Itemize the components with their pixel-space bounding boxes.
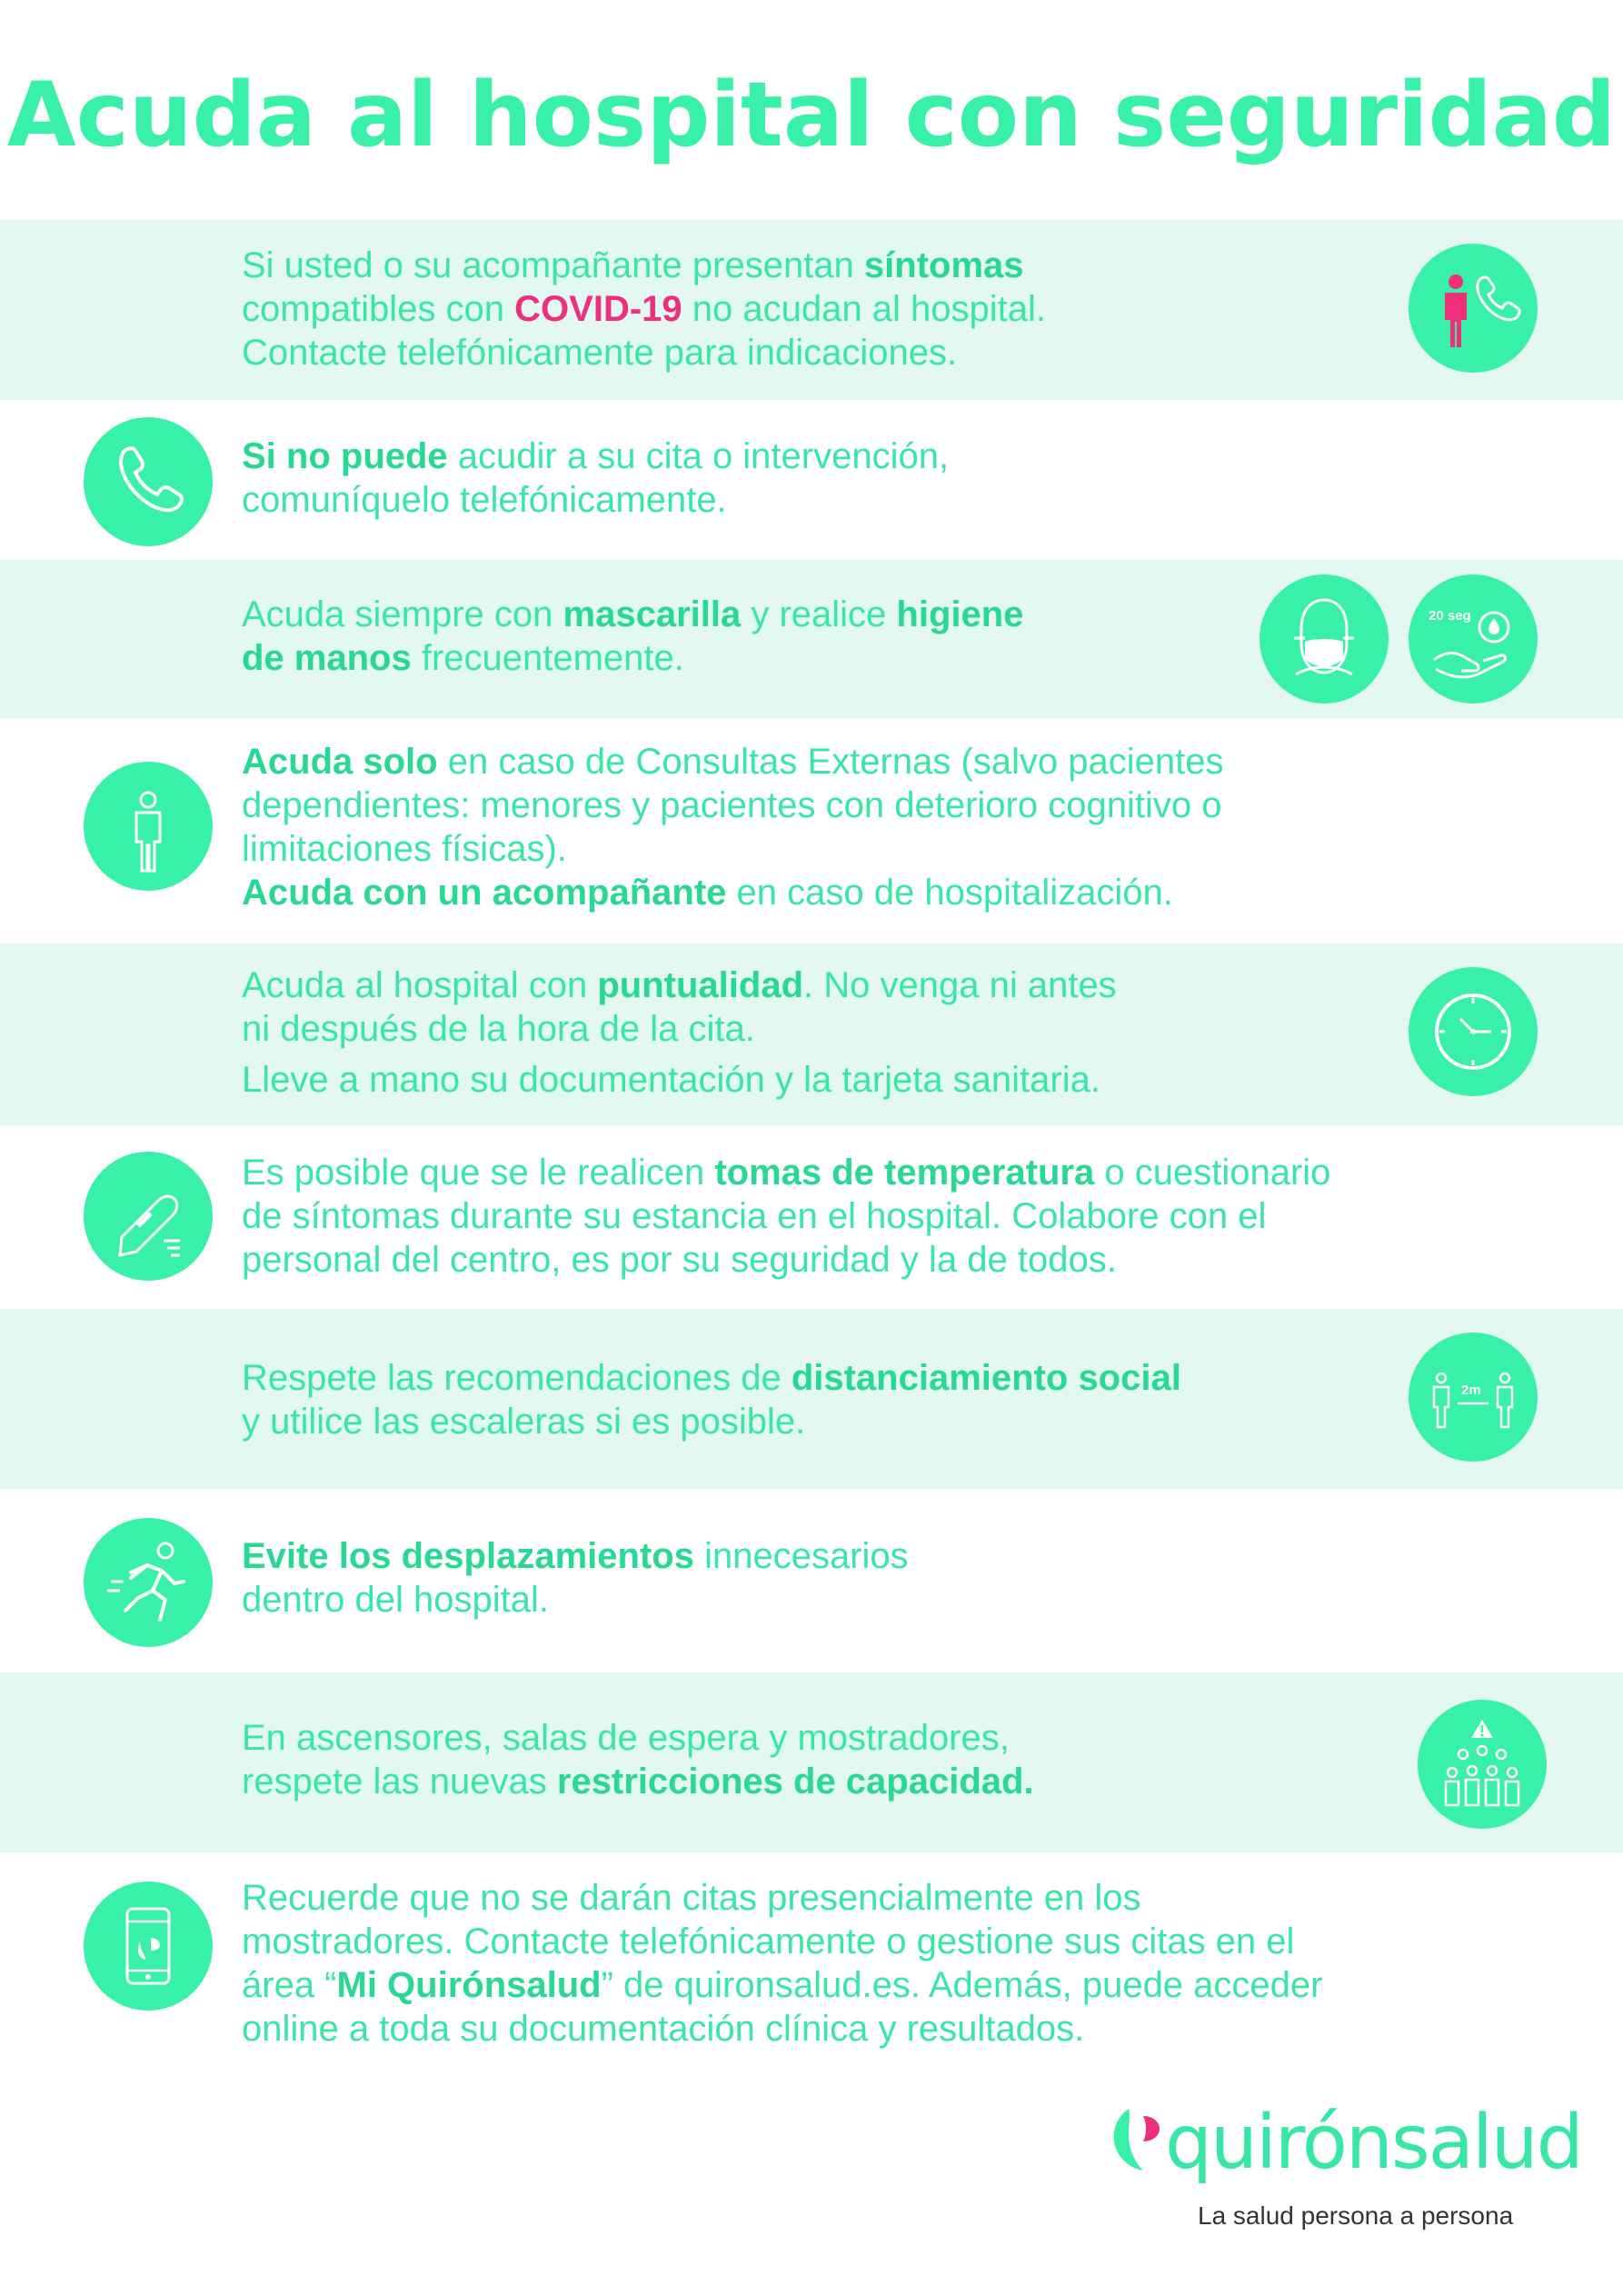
quironsalud-logo [1110,2100,1582,2236]
logo-leaf-icon [1110,2103,1165,2176]
rule-capacity-text: En ascensores, salas de espera y mostradores, respete las nuevas restricciones de capacidad. [242,1718,1034,1802]
rule-cancel-text: Si no puede acudir a su cita o intervención, comuníquelo telefónicamente. [242,436,950,520]
person-phone-icon [1409,244,1538,373]
rule-punctuality-text: Acuda al hospital con puntualidad. No venga ni antes ni después de la hora de la cita. Lleve a mano su documentación y la tarjeta sanitaria. [242,965,1117,1100]
person-icon [84,762,213,891]
rule-alone-text: Acuda solo en caso de Consultas Externas (salvo pacientes dependientes: menores y pacientes con deterioro cognitivo o limitaciones físicas). Acuda con un acompañante en caso de hospitalización. [242,742,1224,913]
social-distance-icon [1409,1333,1538,1462]
rule-online-text: Recuerde que no se darán citas presencialmente en los mostradores. Contacte telefónicamente o gestione sus citas en el área “Mi Quirónsalud” de quironsalud.es. Además, puede acceder online a toda su documentación clínica y resultados. [242,1878,1323,2049]
hand-wash-icon [1409,574,1538,704]
phone-icon [84,417,213,546]
logo-tagline: La salud persona a persona [1198,2201,1514,2230]
rule-movement-text: Evite los desplazamientos innecesarios dentro del hospital. [242,1536,909,1620]
svg-text:2m: 2m [1461,1383,1481,1398]
page-title: Acuda al hospital con seguridad [6,64,1617,167]
svg-text:20 seg: 20 seg [1429,608,1471,624]
mobile-app-icon [84,1882,213,2011]
capacity-group-icon [1418,1700,1547,1829]
running-person-icon [84,1518,213,1647]
clock-icon [1409,967,1538,1096]
logo-wordmark: quirónsalud [1165,2100,1582,2186]
rule-distance-text: Respete las recomendaciones de distanciamiento social y utilice las escaleras si es posible. [242,1358,1181,1442]
rule-symptoms-text: Si usted o su acompañante presentan síntomas compatibles con COVID-19 no acudan al hospital. Contacte telefónicamente para indicaciones. [242,245,1046,373]
rule-mask-text: Acuda siempre con mascarilla y realice higiene de manos frecuentemente. [242,594,1024,678]
rule-temperature-text: Es posible que se le realicen tomas de temperatura o cuestionario de síntomas durante su estancia en el hospital. Colabore con el personal del centro, es por su seguridad y la de todos. [242,1153,1331,1280]
thermometer-icon [84,1152,213,1281]
face-mask-icon [1260,574,1389,704]
